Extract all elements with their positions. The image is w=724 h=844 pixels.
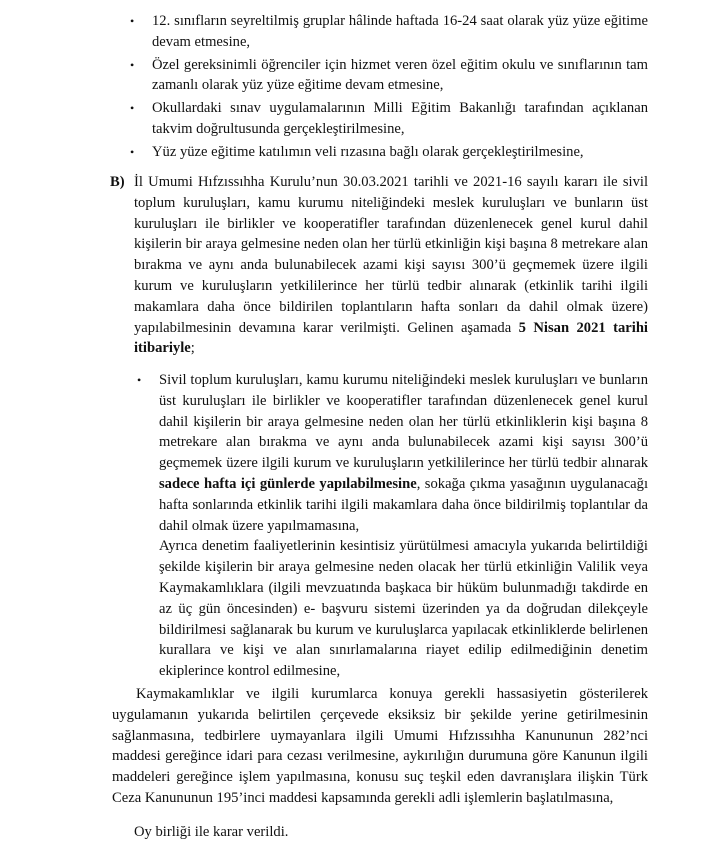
sub-bullet-text-start: Sivil toplum kuruluşları, kamu kurumu niteliğindeki meslek kuruluşları ve bunların üst kuruluşları ile birlikler ve kooperatifler tarafından düzenlenecek genel kurul dahil kişilerin bir araya gelmesine neden olan her türlü etkinliklerin kişi başına 8 metrekare alan bırakma ve aynı anda bulunabilecek azami kişi sayısı 300’ü geçmemek üzere ilgili kurum ve kuruluşların yetkililerince her türlü tedbir alınarak (159, 372, 648, 472)
bullet-glyph: • (130, 57, 135, 72)
final-line: Oy birliği ile karar verildi. (134, 824, 289, 840)
sub-bullet-continuation: Ayrıca denetim faaliyetlerinin kesintisiz yürütülmesi amacıyla yukarıda belirtildiği şekilde kişilerin bir araya gelmesine neden olacak her türlü etkinliğin Valilik veya Kaymakamlıklara (ilgili mevzuatında başkaca bir hüküm bulunmadığı takdirde en az üç gün öncesinden) e- başvuru sistemi üzerinden ya da doğrudan dilekçeyle bildirilmesi sağlanarak bu kurum ve kuruluşlarca yapılacak etkinliklerde belirlenen kurallara ve kişi ve alan sınırlamalarına riayet edilip edilmediğinin denetim ekiplerince kontrol edilmesine, (159, 538, 648, 680)
sub-bullet-emphasis: sadece hafta içi günlerde yapılabilmesine (159, 475, 417, 492)
list-item (130, 55, 648, 97)
sub-bullet-text (159, 370, 648, 536)
list-item (130, 98, 648, 140)
list-item-text: 12. sınıfların seyreltilmiş gruplar hâlinde haftada 16-24 saat olarak yüz yüze eğitime devam etmesine, (152, 13, 648, 50)
sub-bullet-text-end: , sokağa çıkma yasağının uygulanacağı hafta sonlarında etkinlik tarihi ilgili makamlara daha önce bildirilmiş toplantılar da dahil olmak üzere yapılmamasına, (159, 475, 649, 534)
section-b-text: İl Umumi Hıfzıssıhha Kurulu’nun 30.03.2021 tarihli ve 2021-16 sayılı kararı ile sivil toplum kuruluşları, kamu kurumu niteliğindeki meslek kuruluşları ve bunların üst kuruluşları ile birlikler ve kooperatifler tarafından düzenlenecek genel kurul dahil kişilerin bir araya gelmesine neden olan her türlü etkinliğin kişi başına 8 metrekare alan bırakma ve aynı anda bulunabilecek azami kişi sayısı 300’ü geçmemek üzere ilgili kurum ve kuruluşların yetkililerince her türlü tedbir alınarak (etkinlik tarihi ilgili makamlara daha önce bildirilen toplantıların hafta sonları da dahil olmak üzere) yapılabilmesinin devamına karar verilmişti. Gelinen aşamada (134, 174, 648, 336)
list-item-text: Özel gereksinimli öğrenciler için hizmet veren özel eğitim okulu ve sınıflarının tam zamanlı olarak yüz yüze eğitime devam etmesine, (152, 56, 648, 94)
sub-bullet-glyph: • (137, 373, 142, 387)
section-b-end: ; (190, 340, 195, 357)
section-b-date: 5 Nisan 2021 tarihi itibariyle (134, 319, 648, 357)
list-item-text: Okullardaki sınav uygulamalarının Milli Eğitim Bakanlığı tarafından açıklanan takvim doğrultusunda gerçekleştirilmesine, (152, 100, 648, 137)
bullet-glyph: • (130, 101, 135, 116)
bullet-glyph: • (130, 14, 135, 28)
top-bullet-list (130, 11, 648, 163)
list-item-text: Yüz yüze eğitime katılımın veli rızasına bağlı olarak gerçekleştirilmesine, (152, 143, 584, 160)
section-b-marker: B) (110, 174, 125, 190)
closing-paragraph: Kaymakamlıklar ve ilgili kurumlarca konuya gerekli hassasiyetin gösterilerek uygulamanın yukarıda belirtilen çerçevede eksiksiz bir şekilde yerine getirilmesinin sağlanmasına, tedbirlere uymayanlara ilgili Umumi Hıfzıssıhha Kanununun 282’nci maddesi gereğince idari para cezası verilmesine, aykırılığın durumuna göre Kanunun ilgili maddeleri gereğince işlem yapılmasına, konusu suç teşkil eden davranışlara ilişkin Türk Ceza Kanununun 195’inci maddesi kapsamında gerekli adli işlemlerin başlatılmasına, (112, 686, 648, 806)
bullet-glyph: • (130, 144, 135, 159)
section-b-paragraph (134, 172, 648, 359)
list-item (130, 142, 648, 163)
sub-bullet-item (159, 370, 648, 682)
list-item (130, 11, 648, 53)
